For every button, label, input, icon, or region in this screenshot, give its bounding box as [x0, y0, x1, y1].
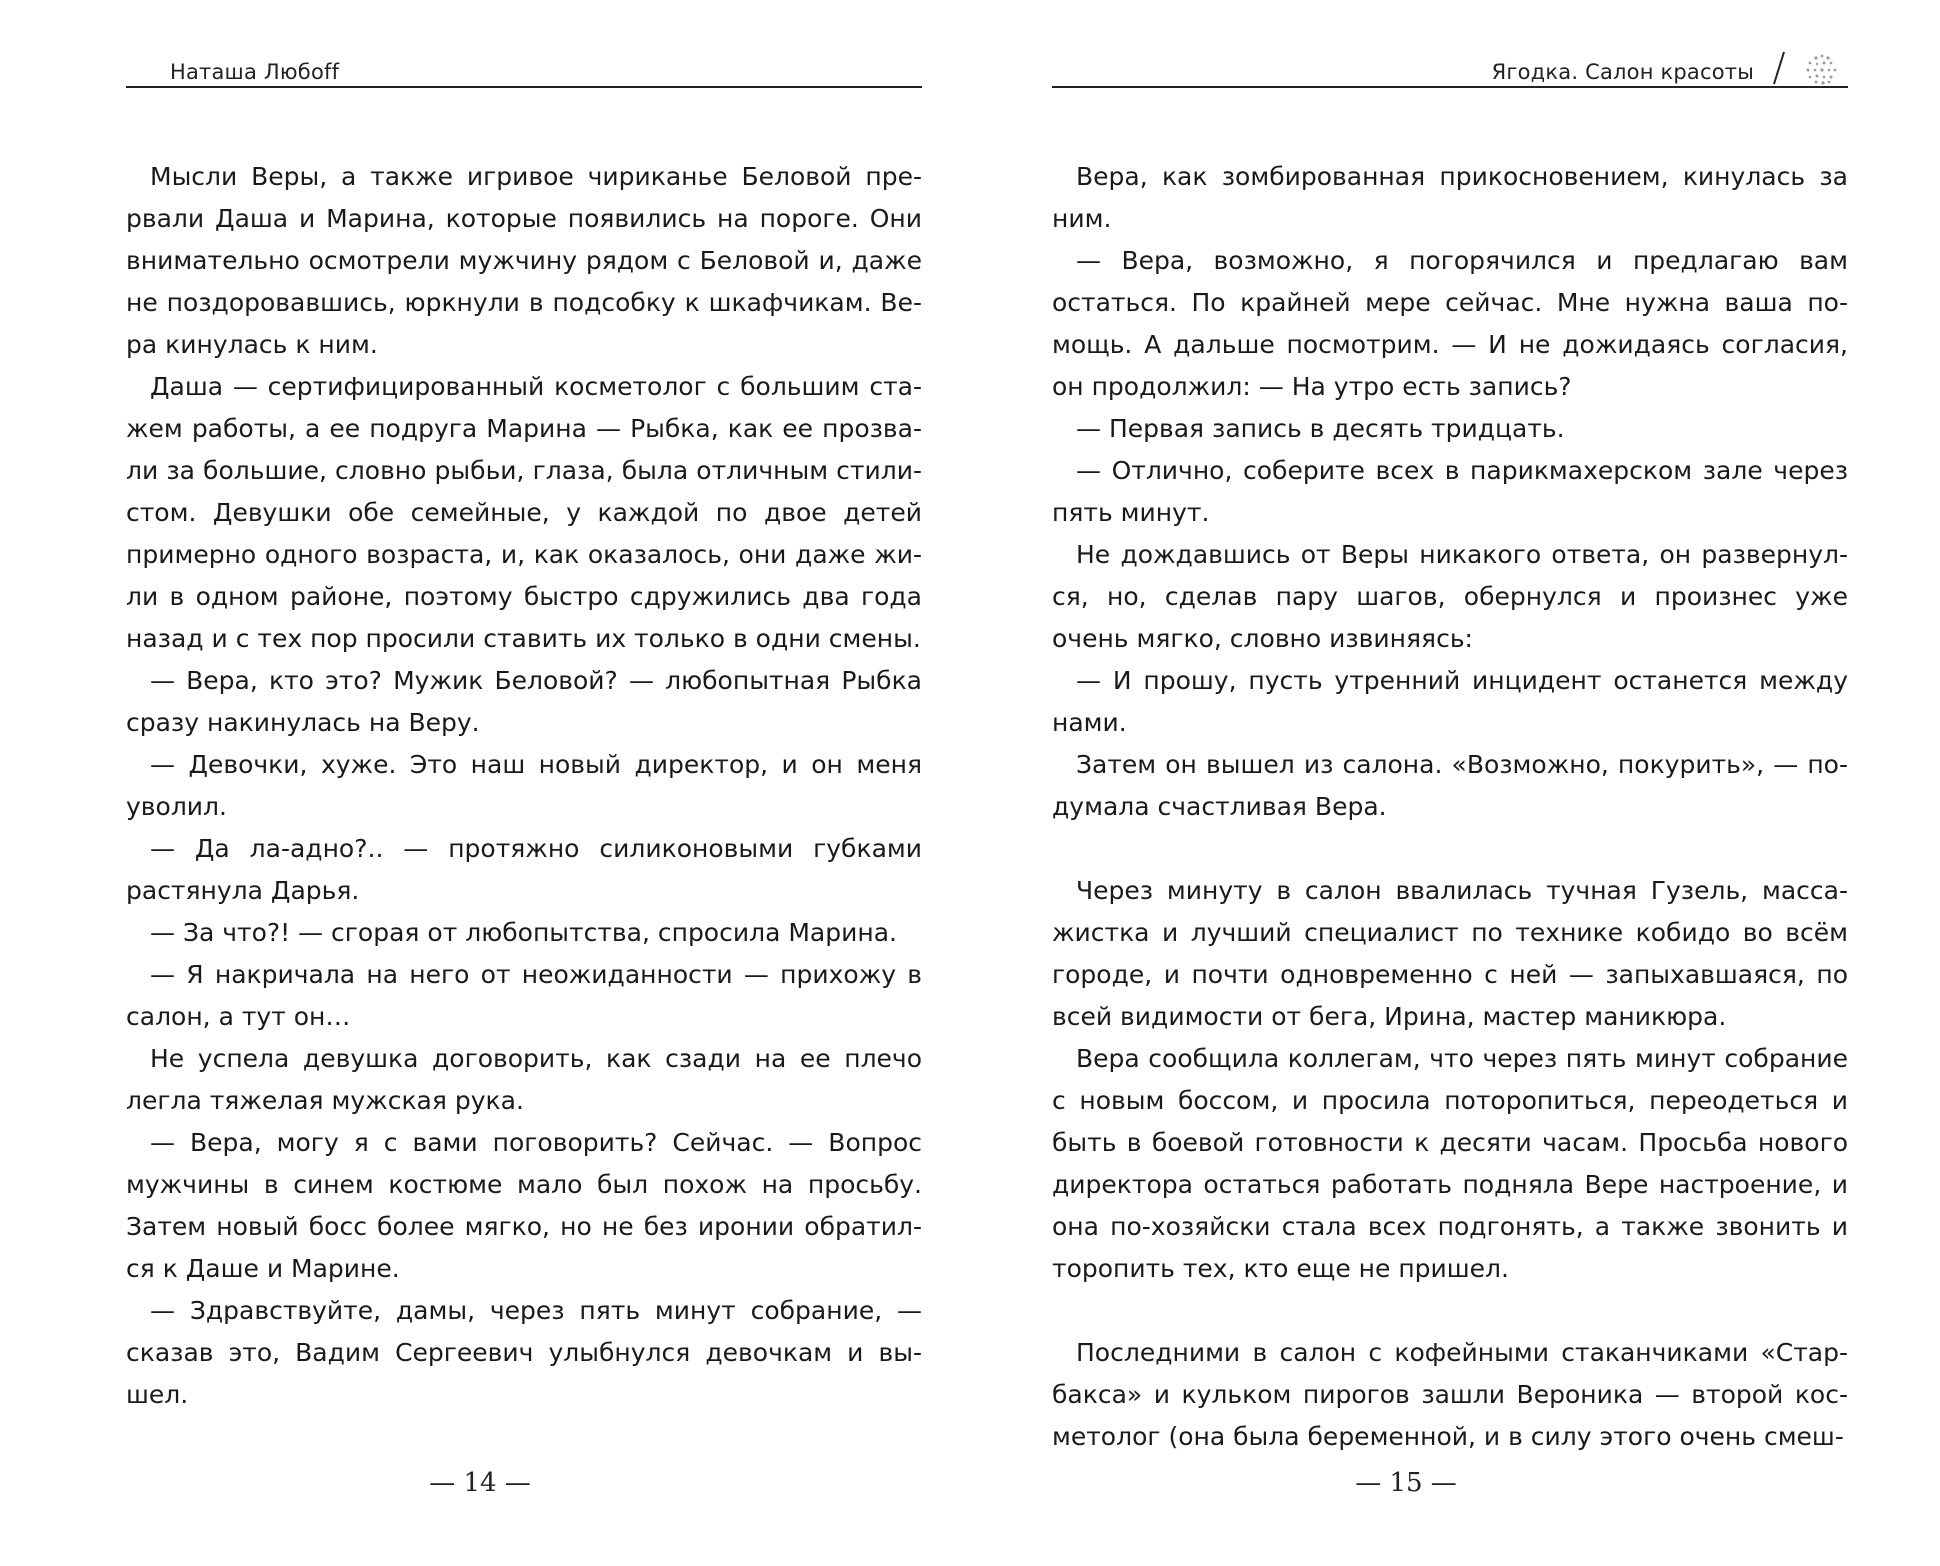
paragraph: — Девочки, хуже. Это наш новый директор, и он меня уволил. [126, 750, 922, 821]
paragraph: — Первая запись в десять тридцать. [1076, 414, 1565, 443]
paragraph: Даша — сертифицированный косметолог с большим стажем работы, а ее подруга Марина — Рыбка, как ее прозвали за большие, словно рыбьи, глаза, была отличным стилистом. Девушки обе семейные, у каждой по двое детей примерно одного возраста, и, как оказалось, они даже жили в одном районе, поэтому быстро сдружились два года назад и с тех пор просили ставить их только в одни смены. [126, 372, 922, 653]
paragraph: — Вера, кто это? Мужик Беловой? — любопытная Рыбка сразу накинулась на Веру. [126, 666, 922, 737]
paragraph: Вера сообщила коллегам, что через пять минут собрание с новым боссом, и просила поторопиться, переодеться и быть в боевой готовности к десяти часам. Просьба нового директора остаться работать подняла Вере настроение, и она по-хозяйски стала всех подгонять, а также звонить и торопить тех, кто еще не пришел. [1052, 1044, 1848, 1283]
paragraph: Затем он вышел из салона. «Возможно, покурить», — подумала счастливая Вера. [1052, 750, 1848, 821]
paragraph: — Отлично, соберите всех в парикмахерском зале через пять минут. [1052, 456, 1848, 527]
paragraph: — И прошу, пусть утренний инцидент останется между нами. [1052, 666, 1848, 737]
right-running-header [1052, 56, 1848, 88]
right-page [1052, 0, 1848, 1566]
author-header: Наташа Любоff [170, 60, 340, 84]
paragraph: Мысли Веры, а также игривое чириканье Беловой прервали Даша и Марина, которые появились на пороге. Они внимательно осмотрели мужчину рядом с Беловой и, даже не поздоровавшись, юркнули в подсобку к шкафчикам. Вера кинулась к ним. [126, 162, 922, 359]
chapter-header: Ягодка. Салон красоты [1491, 60, 1754, 84]
right-body-text [1052, 156, 1848, 1458]
page-number: — 14 — [429, 1468, 531, 1498]
header-rule [1052, 86, 1848, 88]
paragraph: Не успела девушка договорить, как сзади на ее плечо легла тяжелая мужская рука. [126, 1044, 922, 1115]
paragraph: — Вера, возможно, я погорячился и предлагаю вам остаться. По крайней мере сейчас. Мне нужна ваша помощь. А дальше посмотрим. — И не дожидаясь согласия, он продолжил: — На утро есть запись? [1052, 246, 1848, 401]
dotted-circle-ornament-icon [1768, 50, 1844, 90]
left-body-text [126, 156, 922, 1416]
left-page [126, 0, 922, 1566]
paragraph: — Вера, могу я с вами поговорить? Сейчас. — Вопрос мужчины в синем костюме мало был похож на просьбу. Затем новый босс более мягко, но не без иронии обратился к Даше и Марине. [126, 1128, 922, 1283]
header-rule [126, 86, 922, 88]
paragraph: — За что?! — сгорая от любопытства, спросила Марина. [150, 918, 897, 947]
left-running-header [126, 56, 922, 88]
page-number: — 15 — [1355, 1468, 1457, 1498]
paragraph: Через минуту в салон ввалилась тучная Гузель, массажистка и лучший специалист по технике кобидо во всём городе, и почти одновременно с ней — запыхавшаяся, по всей видимости от бега, Ирина, мастер маникюра. [1052, 876, 1848, 1031]
paragraph: — Да ла-адно?.. — протяжно силиконовыми губками растянула Дарья. [126, 834, 922, 905]
paragraph: Не дождавшись от Веры никакого ответа, он развернулся, но, сделав пару шагов, обернулся и произнес уже очень мягко, словно извиняясь: [1052, 540, 1848, 653]
paragraph: — Здравствуйте, дамы, через пять минут собрание, — сказав это, Вадим Сергеевич улыбнулся девочкам и вышел. [126, 1296, 922, 1409]
paragraph: Последними в салон с кофейными стаканчиками «Старбакса» и кульком пирогов зашли Вероника — второй косметолог (она была беременной, и в силу этого очень смеш- [1052, 1338, 1848, 1451]
paragraph: — Я накричала на него от неожиданности — прихожу в салон, а тут он… [126, 960, 922, 1031]
paragraph: Вера, как зомбированная прикосновением, кинулась за ним. [1052, 162, 1848, 233]
